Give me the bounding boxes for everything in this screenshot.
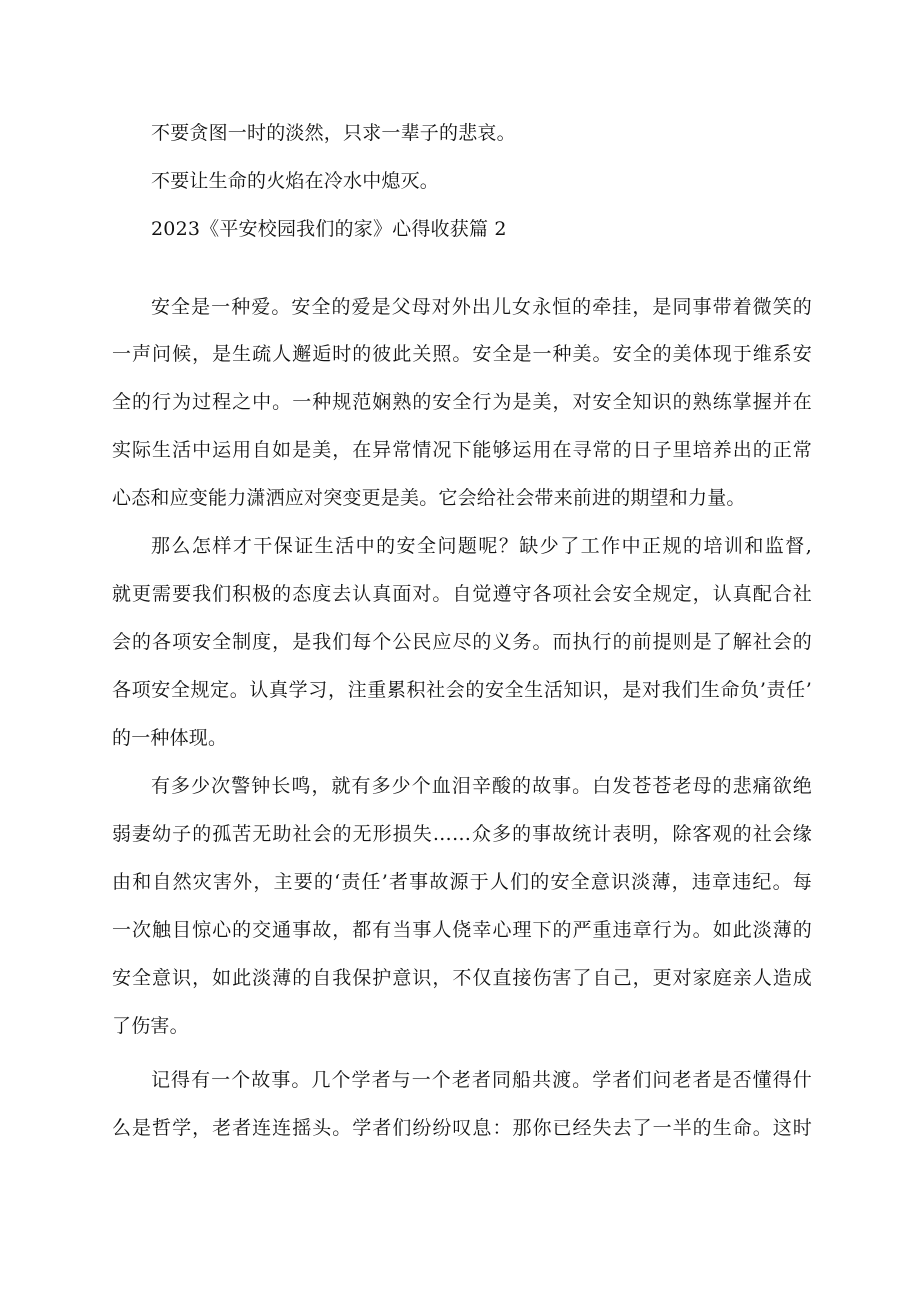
paragraph-line: 么是哲学，老者连连摇头。学者们纷纷叹息：那你已经失去了一半的生命。这时 xyxy=(112,1117,812,1139)
paragraph-line: 实际生活中运用自如是美，在异常情况下能够运用在寻常的日子里培养出的正常 xyxy=(112,439,812,461)
paragraph-line: 那么怎样才干保证生活中的安全问题呢？缺少了工作中正规的培训和监督, xyxy=(151,535,812,557)
paragraph-line: 全的行为过程之中。一种规范娴熟的安全行为是美，对安全知识的熟练掌握并在 xyxy=(112,391,812,413)
paragraph-line: 了伤害。 xyxy=(112,1015,189,1037)
paragraph-line: 会的各项安全制度，是我们每个公民应尽的义务。而执行的前提则是了解社会的 xyxy=(112,631,812,653)
paragraph-line: 各项安全规定。认真学习，注重累积社会的安全生活知识，是对我们生命负’责任’ xyxy=(112,679,812,701)
poem-line: 不要让生命的火焰在冷水中熄灭。 xyxy=(151,170,440,192)
paragraph-line: 一次触目惊心的交通事故，都有当事人侥幸心理下的严重违章行为。如此淡薄的 xyxy=(112,919,812,941)
paragraph-line: 的一种体现。 xyxy=(112,727,228,749)
paragraph-line: 记得有一个故事。几个学者与一个老者同船共渡。学者们问老者是否懂得什 xyxy=(151,1069,812,1091)
paragraph-line: 弱妻幼子的孤苦无助社会的无形损失……众多的事故统计表明，除客观的社会缘 xyxy=(112,823,812,845)
section-heading: 2023《平安校园我们的家》心得收获篇 2 xyxy=(151,218,507,240)
paragraph-line: 由和自然灾害外，主要的‘责任’者事故源于人们的安全意识淡薄，违章违纪。每 xyxy=(112,871,812,893)
paragraph-line: 心态和应变能力潇洒应对突变更是美。它会给社会带来前进的期望和力量。 xyxy=(112,487,746,509)
paragraph-line: 一声问候，是生疏人邂逅时的彼此关照。安全是一种美。安全的美体现于维系安 xyxy=(112,343,812,365)
paragraph-line: 安全是一种爱。安全的爱是父母对外出儿女永恒的牵挂，是同事带着微笑的 xyxy=(151,296,812,318)
poem-line: 不要贪图一时的淡然，只求一辈子的悲哀。 xyxy=(151,122,516,144)
paragraph-line: 有多少次警钟长鸣，就有多少个血泪辛酸的故事。白发苍苍老母的悲痛欲绝 xyxy=(151,775,812,797)
paragraph-line: 安全意识，如此淡薄的自我保护意识，不仅直接伤害了自己，更对家庭亲人造成 xyxy=(112,967,812,989)
paragraph-line: 就更需要我们积极的态度去认真面对。自觉遵守各项社会安全规定，认真配合社 xyxy=(112,583,812,605)
